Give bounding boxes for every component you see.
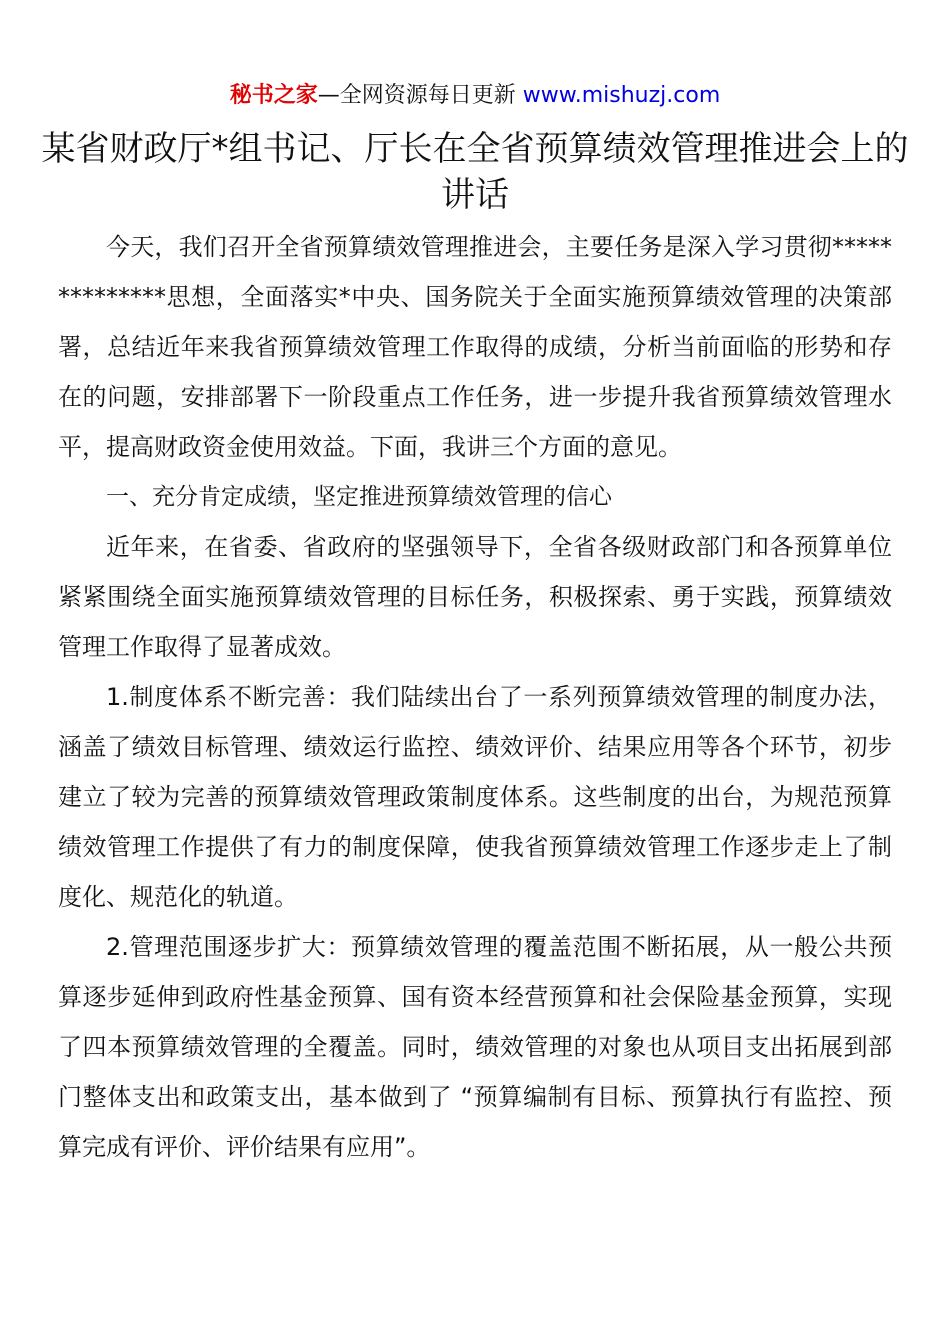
document-body <box>58 222 892 1172</box>
brand-name: 秘书之家 <box>229 83 318 108</box>
document-title: 某省财政厅*组书记、厅长在全省预算绩效管理推进会上的讲话 <box>41 129 909 215</box>
brand-tagline: —全网资源每日更新 <box>317 83 523 108</box>
paragraph-achievements: 近年来，在省委、省政府的坚强领导下，全省各级财政部门和各预算单位紧紧围绕全面实施预算绩效管理的目标任务，积极探索、勇于实践，预算绩效管理工作取得了显著成效。 <box>58 533 892 661</box>
paragraph-point-2: 2.管理范围逐步扩大：预算绩效管理的覆盖范围不断拓展，从一般公共预算逐步延伸到政府性基金预算、国有资本经营预算和社会保险基金预算，实现了四本预算绩效管理的全覆盖。同时，绩效管理的对象也从项目支出拓展到部门整体支出和政策支出，基本做到了 “预算编制有目标、预算执行有监控、预算完成有评价、评价结果有应用”。 <box>58 933 892 1161</box>
site-url-link[interactable]: www.mishuzj.com <box>522 83 721 108</box>
paragraph-intro: 今天，我们召开全省预算绩效管理推进会，主要任务是深入学习贯彻**************思想，全面落实*中央、国务院关于全面实施预算绩效管理的决策部署，总结近年来我省预算绩效管理工作取得的成绩，分析当前面临的形势和存在的问题，安排部署下一阶段重点工作任务，进一步提升我省预算绩效管理水平，提高财政资金使用效益。下面，我讲三个方面的意见。 <box>58 233 892 461</box>
paragraph-point-1: 1.制度体系不断完善：我们陆续出台了一系列预算绩效管理的制度办法，涵盖了绩效目标管理、绩效运行监控、绩效评价、结果应用等各个环节，初步建立了较为完善的预算绩效管理政策制度体系。这些制度的出台，为规范预算绩效管理工作提供了有力的制度保障，使我省预算绩效管理工作逐步走上了制度化、规范化的轨道。 <box>58 683 892 911</box>
site-banner <box>0 80 950 112</box>
section-heading: 一、充分肯定成绩，坚定推进预算绩效管理的信心 <box>106 484 612 510</box>
